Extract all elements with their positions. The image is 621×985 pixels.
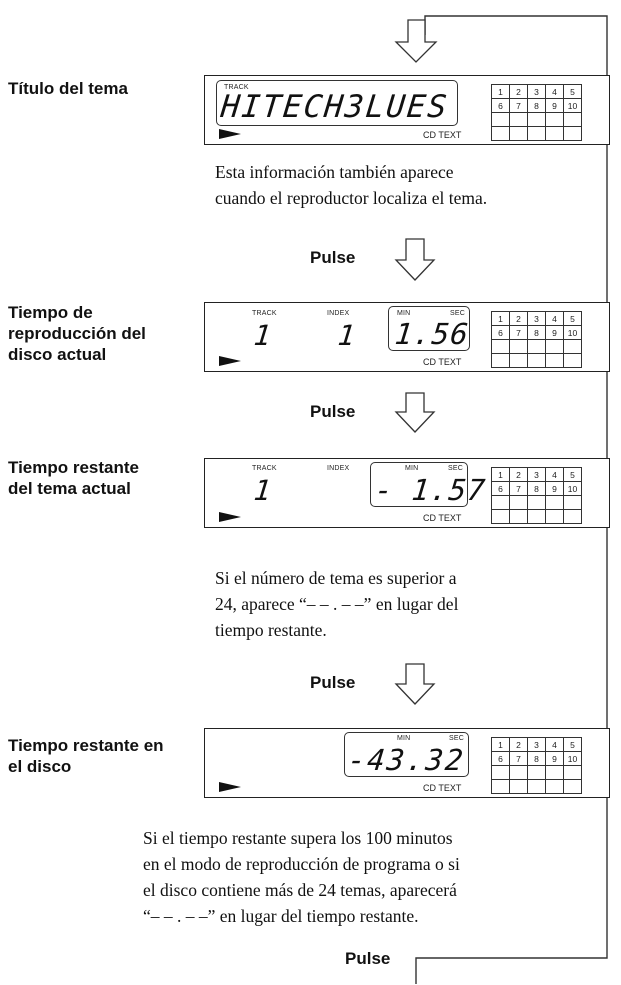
track-grid-cell: 8 bbox=[528, 99, 546, 113]
track-grid-cell: 1 bbox=[492, 738, 510, 752]
play-icon bbox=[219, 129, 241, 139]
cd-display-disc-time bbox=[204, 302, 610, 372]
track-grid-cell: 3 bbox=[528, 85, 546, 99]
track-grid-cell bbox=[528, 510, 546, 524]
track-grid-cell: 3 bbox=[528, 312, 546, 326]
track-grid-cell bbox=[528, 780, 546, 794]
track-number: 1 bbox=[252, 474, 273, 507]
track-grid-cell: 1 bbox=[492, 85, 510, 99]
track-grid-cell: 8 bbox=[528, 326, 546, 340]
remaining-time: - 1.57 bbox=[373, 473, 488, 507]
track-grid-cell: 4 bbox=[546, 738, 564, 752]
cd-text-indicator: CD TEXT bbox=[423, 357, 462, 367]
note-track-remaining: Si el número de tema es superior a 24, aparece “– – . – –” en lugar del tiempo restante. bbox=[215, 568, 459, 640]
elapsed-time: 1.56 bbox=[393, 317, 471, 351]
track-grid-cell bbox=[492, 510, 510, 524]
track-label: TRACK bbox=[224, 84, 249, 91]
track-grid-cell bbox=[564, 510, 582, 524]
track-grid-cell bbox=[546, 780, 564, 794]
track-grid-cell: 5 bbox=[564, 85, 582, 99]
track-grid-cell: 5 bbox=[564, 312, 582, 326]
down-arrow-icon bbox=[396, 20, 436, 62]
track-grid-cell bbox=[546, 127, 564, 141]
track-grid-cell: 2 bbox=[510, 468, 528, 482]
track-grid-cell: 8 bbox=[528, 752, 546, 766]
track-grid bbox=[491, 467, 582, 524]
play-icon bbox=[219, 782, 241, 792]
track-grid-cell: 4 bbox=[546, 85, 564, 99]
index-label: INDEX bbox=[327, 465, 350, 472]
min-label: MIN bbox=[397, 310, 411, 317]
track-grid-cell: 10 bbox=[564, 752, 582, 766]
down-arrow-icon bbox=[396, 664, 434, 704]
track-number: 1 bbox=[252, 319, 273, 352]
track-grid-cell bbox=[564, 340, 582, 354]
index-number: 1 bbox=[336, 319, 357, 352]
down-arrow-icon bbox=[396, 239, 434, 280]
track-grid-cell: 10 bbox=[564, 482, 582, 496]
track-grid-cell: 7 bbox=[510, 99, 528, 113]
track-grid-cell: 4 bbox=[546, 312, 564, 326]
note-disc-remaining: Si el tiempo restante supera los 100 minutos en el modo de reproducción de programa o si el disco contiene más de 24 temas, aparecerá “– – . – –” en lugar del tiempo restante. bbox=[143, 828, 460, 926]
track-grid-cell bbox=[564, 766, 582, 780]
section-label-disc-remaining: Tiempo restante en el disco bbox=[8, 736, 164, 776]
cd-display-disc-remaining bbox=[204, 728, 610, 798]
track-grid-cell: 1 bbox=[492, 312, 510, 326]
track-grid-cell bbox=[564, 127, 582, 141]
track-grid-cell: 10 bbox=[564, 99, 582, 113]
pulse-label: Pulse bbox=[345, 949, 391, 968]
sec-label: SEC bbox=[448, 465, 463, 472]
track-grid-cell bbox=[564, 780, 582, 794]
min-label: MIN bbox=[397, 735, 411, 742]
track-grid-cell bbox=[546, 496, 564, 510]
min-label: MIN bbox=[405, 465, 419, 472]
cd-text-indicator: CD TEXT bbox=[423, 513, 462, 523]
cd-display-track-title bbox=[204, 75, 610, 145]
track-grid-cell: 1 bbox=[492, 468, 510, 482]
pulse-label: Pulse bbox=[310, 402, 356, 421]
track-grid-cell bbox=[510, 510, 528, 524]
track-grid-cell: 6 bbox=[492, 326, 510, 340]
track-grid-cell: 6 bbox=[492, 99, 510, 113]
track-grid-cell: 5 bbox=[564, 468, 582, 482]
track-grid-cell bbox=[546, 766, 564, 780]
track-title-text: HITECH3LUES bbox=[219, 89, 451, 125]
pulse-label: Pulse bbox=[310, 673, 356, 692]
track-label: TRACK bbox=[252, 310, 277, 317]
section-label-disc-time: Tiempo de reproducción del disco actual bbox=[8, 303, 146, 364]
play-icon bbox=[219, 356, 241, 366]
track-grid-cell: 6 bbox=[492, 482, 510, 496]
play-icon bbox=[219, 512, 241, 522]
track-grid-cell bbox=[510, 766, 528, 780]
sec-label: SEC bbox=[450, 310, 465, 317]
track-grid-cell: 3 bbox=[528, 468, 546, 482]
track-grid-cell: 9 bbox=[546, 326, 564, 340]
track-label: TRACK bbox=[252, 465, 277, 472]
track-grid-cell bbox=[564, 113, 582, 127]
track-grid-cell bbox=[546, 340, 564, 354]
track-grid bbox=[491, 737, 582, 794]
track-grid-cell bbox=[510, 340, 528, 354]
track-grid bbox=[491, 84, 582, 141]
track-grid-cell: 2 bbox=[510, 738, 528, 752]
track-grid-cell bbox=[546, 354, 564, 368]
track-grid-cell bbox=[546, 113, 564, 127]
cd-text-indicator: CD TEXT bbox=[423, 783, 462, 793]
track-grid-cell bbox=[528, 113, 546, 127]
track-grid-cell bbox=[528, 766, 546, 780]
track-grid-cell: 8 bbox=[528, 482, 546, 496]
track-grid-cell: 9 bbox=[546, 482, 564, 496]
track-grid-cell bbox=[528, 340, 546, 354]
track-grid-cell bbox=[492, 766, 510, 780]
track-grid-cell: 2 bbox=[510, 85, 528, 99]
track-grid-cell: 7 bbox=[510, 326, 528, 340]
track-grid-cell bbox=[528, 354, 546, 368]
track-grid-cell bbox=[492, 340, 510, 354]
track-grid-cell bbox=[528, 496, 546, 510]
section-label-track-title: Título del tema bbox=[8, 79, 128, 98]
section-label-track-remaining: Tiempo restante del tema actual bbox=[8, 458, 140, 498]
track-grid-cell bbox=[528, 127, 546, 141]
track-grid-cell bbox=[492, 127, 510, 141]
track-grid-cell bbox=[564, 496, 582, 510]
pulse-label: Pulse bbox=[310, 248, 356, 267]
track-grid-cell bbox=[492, 354, 510, 368]
track-grid-cell: 9 bbox=[546, 99, 564, 113]
track-grid-cell: 10 bbox=[564, 326, 582, 340]
track-grid-cell: 9 bbox=[546, 752, 564, 766]
cd-text-indicator: CD TEXT bbox=[423, 130, 462, 140]
track-grid-cell bbox=[510, 496, 528, 510]
track-grid-cell bbox=[564, 354, 582, 368]
track-grid-cell: 4 bbox=[546, 468, 564, 482]
index-label: INDEX bbox=[327, 310, 350, 317]
track-grid-cell: 7 bbox=[510, 752, 528, 766]
track-grid bbox=[491, 311, 582, 368]
track-grid-cell bbox=[492, 496, 510, 510]
track-grid-cell: 7 bbox=[510, 482, 528, 496]
track-grid-cell bbox=[510, 354, 528, 368]
track-grid-cell: 5 bbox=[564, 738, 582, 752]
note-track-title: Esta información también aparece cuando el reproductor localiza el tema. bbox=[215, 162, 488, 208]
track-grid-cell bbox=[546, 510, 564, 524]
track-grid-cell bbox=[510, 113, 528, 127]
track-grid-cell bbox=[510, 127, 528, 141]
track-grid-cell bbox=[510, 780, 528, 794]
cd-display-track-remaining bbox=[204, 458, 610, 528]
down-arrow-icon bbox=[396, 393, 434, 432]
disc-remaining-time: -43.32 bbox=[346, 743, 467, 777]
track-grid-cell bbox=[492, 780, 510, 794]
track-grid-cell: 2 bbox=[510, 312, 528, 326]
track-grid-cell bbox=[492, 113, 510, 127]
track-grid-cell: 3 bbox=[528, 738, 546, 752]
track-grid-cell: 6 bbox=[492, 752, 510, 766]
sec-label: SEC bbox=[449, 735, 464, 742]
